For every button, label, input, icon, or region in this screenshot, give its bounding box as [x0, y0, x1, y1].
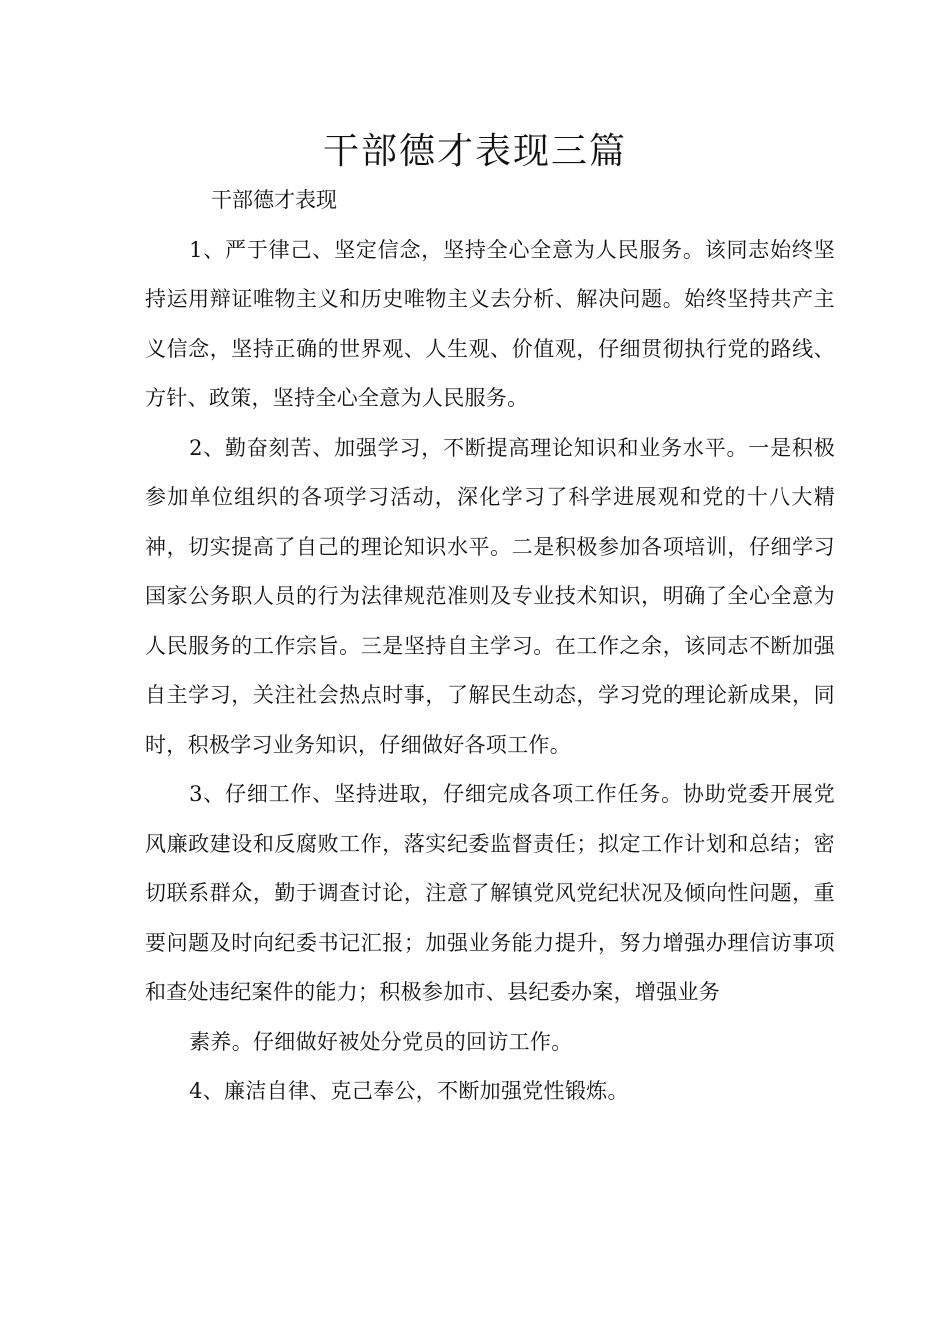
- paragraph-4: 4、廉洁自律、克己奉公，不断加强党性锻炼。: [189, 1079, 629, 1103]
- document-title: 干部德才表现三篇: [322, 131, 627, 172]
- document-body: [145, 176, 835, 1117]
- paragraph-3-continued: 素养。仔细做好被处分党员的回访工作。: [189, 1029, 573, 1054]
- paragraph-1: 1、严于律己、坚定信念，坚持全心全意为人民服务。该同志始终坚持运用辩证唯物主义和历史唯物主义去分析、解决问题。始终坚持共产主义信念，坚持正确的世界观、人生观、价值观，仔细贯彻执行党的路线、方针、政策，坚持全心全意为人民服务。: [145, 237, 835, 410]
- paragraph-3: 3、仔细工作、坚持进取，仔细完成各项工作任务。协助党委开展党风廉政建设和反腐败工作，落实纪委监督责任；拟定工作计划和总结；密切联系群众，勤于调查讨论，注意了解镇党风党纪状况及倾向性问题，重要问题及时向纪委书记汇报；加强业务能力提升，努力增强办理信访事项和查处违纪案件的能力；积极参加市、县纪委办案，增强业务: [145, 782, 835, 1004]
- paragraph-2: 2、勤奋刻苦、加强学习，不断提高理论知识和业务水平。一是积极参加单位组织的各项学习活动，深化学习了科学进展观和党的十八大精神，切实提高了自己的理论知识水平。二是积极参加各项培训，仔细学习国家公务职人员的行为法律规范准则及专业技术知识，明确了全心全意为人民服务的工作宗旨。三是坚持自主学习。在工作之余，该同志不断加强自主学习，关注社会热点时事，了解民生动态，学习党的理论新成果，同时，积极学习业务知识，仔细做好各项工作。: [145, 435, 835, 757]
- document-subtitle: 干部德才表现: [211, 188, 337, 212]
